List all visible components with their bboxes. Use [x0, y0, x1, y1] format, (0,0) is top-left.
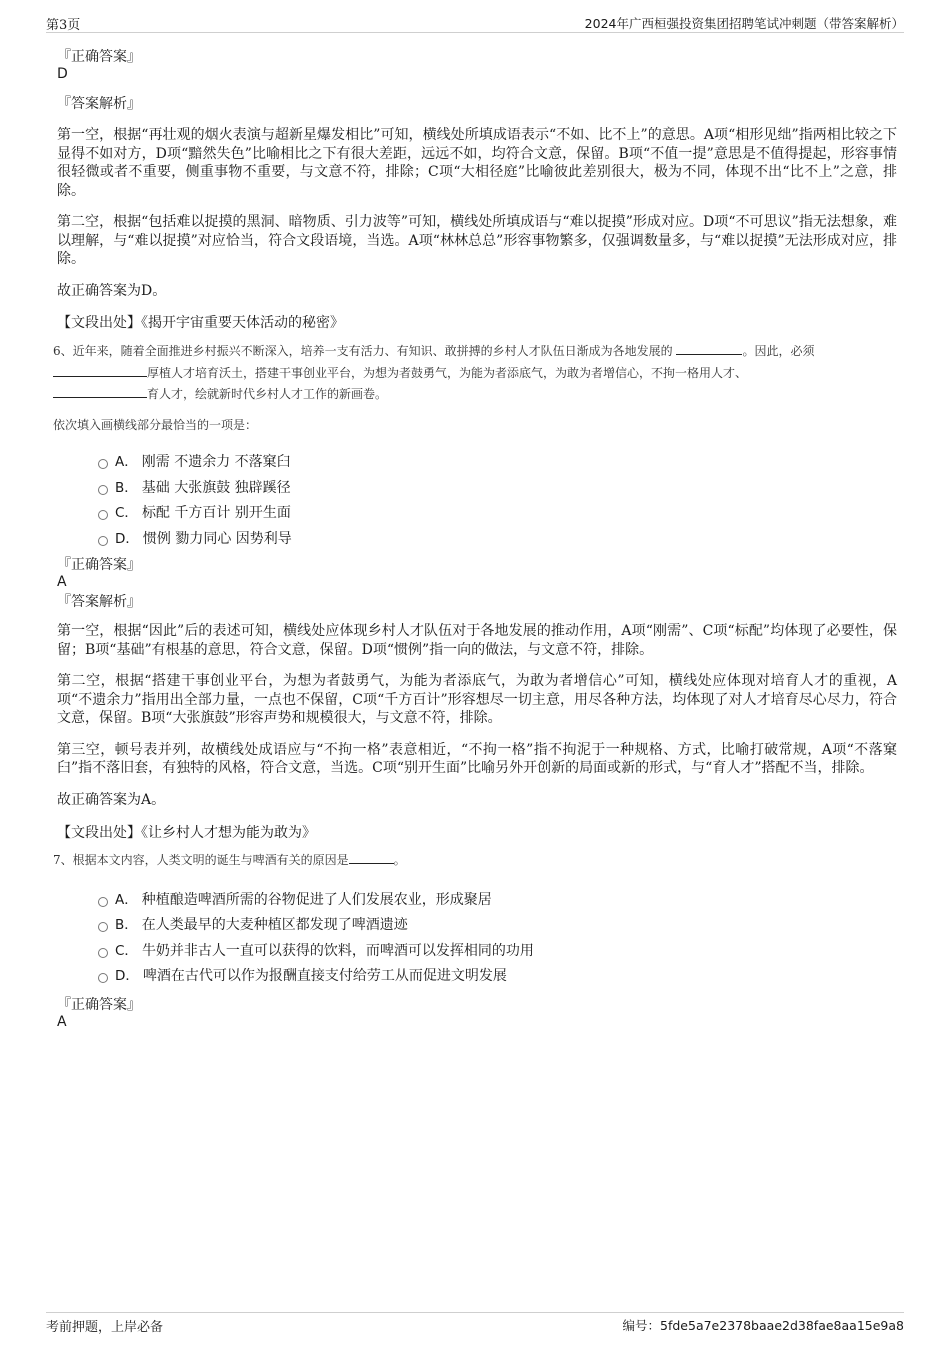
question-7-stem [53, 850, 897, 872]
analysis-paragraph: 第二空，根据“包括难以捉摸的黑洞、暗物质、引力波等”可知，横线处所填成语与“难以捉摸”形成对应。D项“不可思议”指无法想象，难以理解，与“难以捉摸”对应恰当，符合文段语境，当选。A项“林林总总”形容事物繁多，仅强调数量多，与“难以捉摸”无法形成对应，排除。 [57, 214, 897, 267]
analysis-paragraph: 第一空，根据“因此”后的表述可知，横线处应体现乡村人才队伍对于各地发展的推动作用，A项“刚需”、C项“标配”均体现了必要性，保留；B项“基础”有根基的意思，符合文意，保留。D项“惯例”指一向的做法，与文意不符，排除。 [57, 623, 897, 658]
source-citation: 【文段出处】《让乡村人才想为能为敢为》 [57, 825, 316, 841]
radio-button[interactable] [98, 510, 108, 520]
radio-button[interactable] [98, 485, 108, 495]
answer-tag: 『正确答案』 [57, 557, 141, 573]
question-text: 。 [393, 853, 406, 867]
page-footer [46, 1312, 904, 1333]
radio-button[interactable] [98, 973, 108, 983]
fill-blank [349, 851, 394, 864]
source-citation: 【文段出处】《揭开宇宙重要天体活动的秘密》 [57, 315, 344, 331]
option-a[interactable]: A． 种植酿造啤酒所需的谷物促进了人们发展农业，形成聚居 [57, 888, 897, 914]
question-text: 6、近年来，随着全面推进乡村振兴不断深入，培养一支有活力、有知识、敢拼搏的乡村人才队伍日渐成为各地发展的 [53, 344, 673, 358]
document-title: 2024年广西桓强投资集团招聘笔试冲刺题（带答案解析） [584, 16, 904, 31]
code-value: 5fde5a7e2378baae2d38fae8aa15e9a8 [660, 1318, 904, 1333]
code-label: 编号： [622, 1318, 661, 1333]
analysis-conclusion: 故正确答案为A。 [57, 791, 166, 808]
page-header [46, 14, 904, 33]
document-code [623, 1316, 905, 1334]
option-c[interactable]: C． 标配 千方百计 别开生面 [57, 501, 897, 527]
radio-button[interactable] [98, 897, 108, 907]
fill-blank-1 [676, 342, 742, 355]
fill-blank-2 [53, 364, 147, 377]
answer-tag: 『正确答案』 [57, 996, 141, 1013]
analysis-conclusion: 故正确答案为D。 [57, 282, 167, 299]
page-content [53, 46, 897, 1031]
correct-answer: A [57, 1013, 67, 1030]
option-a[interactable]: A． 刚需 不遗余力 不落窠臼 [57, 450, 897, 476]
option-b[interactable]: B． 在人类最早的大麦种植区都发现了啤酒遗迹 [57, 913, 897, 939]
question-6-options [57, 450, 897, 552]
answer-tag: 『正确答案』 [57, 49, 141, 65]
correct-answer: A [57, 574, 67, 590]
radio-button[interactable] [98, 459, 108, 469]
page-number: 第3页 [46, 18, 81, 33]
option-d[interactable]: D． 惯例 勠力同心 因势利导 [57, 527, 897, 553]
analysis-paragraph: 第一空，根据“再壮观的烟火表演与超新星爆发相比”可知，横线处所填成语表示“不如、比不上”的意思。A项“相形见绌”指两相比较之下显得不如对方，D项“黯然失色”比喻相比之下有很大差距，远远不如，均符合文意，保留。B项“不值一提”意思是不值得提起，形容事情很轻微或者不重要，侧重事物不重要，与文意不符，排除；C项“大相径庭”比喻彼此差别很大，极为不同，体现不出“比不上”之意，排除。 [57, 127, 897, 199]
analysis-tag: 『答案解析』 [57, 96, 141, 112]
correct-answer: D [57, 66, 68, 82]
analysis-tag: 『答案解析』 [57, 594, 141, 610]
question-text: 厚植人才培育沃土，搭建干事创业平台，为想为者鼓勇气，为能为者添底气，为敢为者增信心，不拘一格用人才、 [147, 365, 748, 380]
question-6-prompt: 依次填入画横线部分最恰当的一项是： [53, 417, 258, 432]
fill-blank-3 [53, 385, 147, 398]
question-text: 育人才，绘就新时代乡村人才工作的新画卷。 [147, 387, 388, 401]
footer-slogan: 考前押题，上岸必备 [46, 1320, 164, 1335]
question-7-options [57, 888, 897, 990]
radio-button[interactable] [98, 948, 108, 958]
radio-button[interactable] [98, 536, 108, 546]
option-b[interactable]: B． 基础 大张旗鼓 独辟蹊径 [57, 476, 897, 502]
option-d[interactable]: D． 啤酒在古代可以作为报酬直接支付给劳工从而促进文明发展 [57, 964, 897, 990]
question-6-stem [53, 341, 897, 406]
question-text: 。因此，必须 [742, 344, 815, 358]
option-c[interactable]: C． 牛奶并非古人一直可以获得的饮料，而啤酒可以发挥相同的功用 [57, 939, 897, 965]
radio-button[interactable] [98, 922, 108, 932]
question-text: 7、根据本文内容，人类文明的诞生与啤酒有关的原因是 [53, 853, 349, 867]
analysis-paragraph: 第二空，根据“搭建干事创业平台，为想为者鼓勇气，为能为者添底气，为敢为者增信心”可知，横线处应体现对培育人才的重视，A项“不遗余力”指用出全部力量，一点也不保留，C项“千方百计”形容想尽一切主意，用尽各种方法，均体现了对人才培育尽心尽力，符合文意，保留。B项“大张旗鼓”形容声势和规模很大，与文意不符，排除。 [57, 673, 897, 726]
analysis-paragraph: 第三空，顿号表并列，故横线处成语应与“不拘一格”表意相近，“不拘一格”指不拘泥于一种规格、方式，比喻打破常规，A项“不落窠臼”指不落旧套，有独特的风格，符合文意，当选。C项“别开生面”比喻另外开创新的局面或新的形式，与“育人才”搭配不当，排除。 [57, 741, 897, 776]
